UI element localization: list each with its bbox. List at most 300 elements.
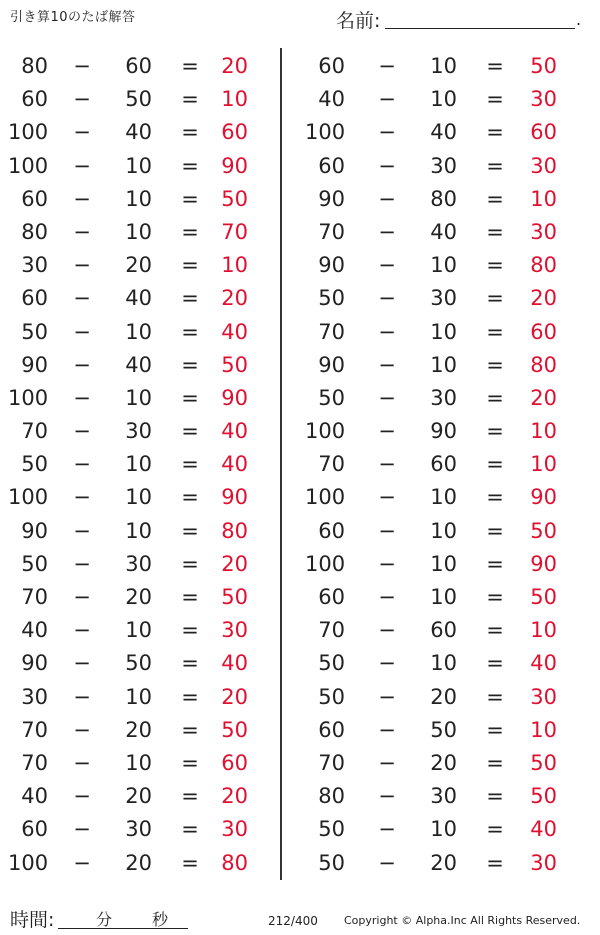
equals-sign: = <box>181 419 199 444</box>
minus-sign: − <box>73 219 91 244</box>
answer: 20 <box>221 286 248 311</box>
equals-sign: = <box>486 385 504 410</box>
minus-sign: − <box>378 385 396 410</box>
subtrahend: 10 <box>430 518 457 543</box>
problem-row <box>0 845 280 878</box>
minus-sign: − <box>378 54 396 78</box>
answer: 10 <box>530 452 557 477</box>
equals-sign: = <box>486 352 504 377</box>
minus-sign: − <box>73 717 91 742</box>
minuend: 60 <box>318 585 345 609</box>
minuend: 100 <box>305 419 346 444</box>
subtrahend: 20 <box>430 850 457 875</box>
problem-row <box>305 845 585 878</box>
answer: 30 <box>530 87 557 112</box>
equals-sign: = <box>486 651 504 676</box>
subtrahend: 30 <box>125 817 152 842</box>
subtrahend: 10 <box>430 352 457 377</box>
minus-sign: − <box>73 419 91 444</box>
minus-sign: − <box>73 518 91 543</box>
minus-sign: − <box>378 784 396 809</box>
problem-row <box>305 811 585 844</box>
problem-row <box>0 446 280 479</box>
minus-sign: − <box>73 784 91 809</box>
problem-row <box>305 214 585 247</box>
equals-sign: = <box>486 186 504 211</box>
minus-sign: − <box>378 618 396 643</box>
minus-sign: − <box>73 153 91 178</box>
answer: 60 <box>530 319 557 344</box>
minus-sign: − <box>378 717 396 742</box>
problem-row <box>305 413 585 446</box>
equals-sign: = <box>181 352 199 377</box>
subtrahend: 60 <box>430 452 457 477</box>
subtrahend: 90 <box>430 419 457 444</box>
answer: 30 <box>221 618 248 643</box>
problem-row <box>0 778 280 811</box>
minuend: 50 <box>318 651 345 676</box>
minus-sign: − <box>73 54 91 78</box>
problem-row <box>305 247 585 280</box>
equals-sign: = <box>181 153 199 178</box>
minus-sign: − <box>378 452 396 477</box>
minuend: 60 <box>21 817 48 842</box>
minuend: 40 <box>21 618 48 643</box>
answer: 50 <box>221 717 248 742</box>
minuend: 100 <box>305 120 346 145</box>
minuend: 80 <box>21 219 48 244</box>
problem-row <box>305 380 585 413</box>
equals-sign: = <box>181 286 199 311</box>
equals-sign: = <box>486 219 504 244</box>
equals-sign: = <box>486 253 504 278</box>
problem-row <box>0 712 280 745</box>
problem-row <box>0 81 280 114</box>
equals-sign: = <box>486 87 504 112</box>
page-number: 212/400 <box>268 914 318 928</box>
minuend: 90 <box>21 518 48 543</box>
equals-sign: = <box>181 319 199 344</box>
subtrahend: 60 <box>430 618 457 643</box>
minus-sign: − <box>378 219 396 244</box>
minuend: 60 <box>21 186 48 211</box>
copyright-notice: Copyright © Alpha.Inc All Rights Reserved. <box>344 914 581 927</box>
minuend: 50 <box>318 286 345 311</box>
equals-sign: = <box>486 485 504 510</box>
equals-sign: = <box>486 120 504 145</box>
minuend: 100 <box>8 485 49 510</box>
minus-sign: − <box>378 518 396 543</box>
problem-row <box>0 513 280 546</box>
minus-sign: − <box>378 817 396 842</box>
subtrahend: 40 <box>430 219 457 244</box>
problem-row <box>305 479 585 512</box>
subtrahend: 10 <box>125 385 152 410</box>
problem-row <box>305 181 585 214</box>
equals-sign: = <box>486 817 504 842</box>
minuend: 70 <box>21 585 48 609</box>
subtrahend: 10 <box>430 485 457 510</box>
answer: 60 <box>530 120 557 145</box>
answer: 30 <box>530 684 557 709</box>
subtrahend: 10 <box>125 485 152 510</box>
answer: 70 <box>221 219 248 244</box>
equals-sign: = <box>486 286 504 311</box>
subtrahend: 30 <box>125 419 152 444</box>
minuend: 60 <box>318 153 345 178</box>
answer: 10 <box>530 186 557 211</box>
minus-sign: − <box>378 585 396 609</box>
subtrahend: 10 <box>125 153 152 178</box>
minus-sign: − <box>378 684 396 709</box>
minus-sign: − <box>73 750 91 775</box>
minuend: 50 <box>318 817 345 842</box>
answer: 40 <box>221 319 248 344</box>
problem-column-left <box>0 48 280 878</box>
minuend: 70 <box>318 452 345 477</box>
equals-sign: = <box>486 784 504 809</box>
name-field-line[interactable] <box>385 28 575 29</box>
answer: 10 <box>530 717 557 742</box>
problem-row <box>305 712 585 745</box>
equals-sign: = <box>181 452 199 477</box>
subtrahend: 40 <box>125 286 152 311</box>
equals-sign: = <box>486 850 504 875</box>
minuend: 70 <box>21 717 48 742</box>
problem-row <box>305 148 585 181</box>
minus-sign: − <box>378 352 396 377</box>
subtrahend: 20 <box>125 253 152 278</box>
equals-sign: = <box>486 153 504 178</box>
equals-sign: = <box>181 120 199 145</box>
minuend: 50 <box>21 319 48 344</box>
answer: 20 <box>221 684 248 709</box>
minuend: 80 <box>21 54 48 78</box>
minus-sign: − <box>73 651 91 676</box>
minuend: 60 <box>318 717 345 742</box>
subtrahend: 20 <box>125 585 152 609</box>
minus-sign: − <box>73 253 91 278</box>
subtrahend: 10 <box>430 253 457 278</box>
minuend: 50 <box>318 385 345 410</box>
answer: 50 <box>530 784 557 809</box>
answer: 90 <box>221 485 248 510</box>
minuend: 100 <box>305 485 346 510</box>
problem-row <box>305 48 585 81</box>
equals-sign: = <box>181 518 199 543</box>
minus-sign: − <box>73 319 91 344</box>
minuend: 40 <box>318 87 345 112</box>
minus-sign: − <box>378 750 396 775</box>
minus-sign: − <box>73 385 91 410</box>
problem-row <box>0 214 280 247</box>
subtrahend: 50 <box>125 651 152 676</box>
problem-row <box>305 513 585 546</box>
equals-sign: = <box>181 750 199 775</box>
subtrahend: 40 <box>125 120 152 145</box>
answer: 90 <box>530 485 557 510</box>
equals-sign: = <box>486 684 504 709</box>
minus-sign: − <box>73 286 91 311</box>
subtrahend: 10 <box>430 817 457 842</box>
subtrahend: 10 <box>125 452 152 477</box>
answer: 50 <box>221 186 248 211</box>
answer: 90 <box>530 551 557 576</box>
problem-row <box>305 114 585 147</box>
problem-row <box>0 148 280 181</box>
answer: 50 <box>221 352 248 377</box>
minuend: 100 <box>8 120 49 145</box>
problem-row <box>0 645 280 678</box>
minus-sign: − <box>378 850 396 875</box>
answer: 30 <box>530 219 557 244</box>
subtrahend: 10 <box>125 618 152 643</box>
answer: 90 <box>221 385 248 410</box>
problem-row <box>305 314 585 347</box>
answer: 60 <box>221 750 248 775</box>
problem-row <box>305 347 585 380</box>
answer: 20 <box>221 54 248 78</box>
answer: 40 <box>221 452 248 477</box>
answer: 40 <box>530 817 557 842</box>
subtrahend: 40 <box>430 120 457 145</box>
answer: 10 <box>221 87 248 112</box>
equals-sign: = <box>486 717 504 742</box>
equals-sign: = <box>486 551 504 576</box>
problem-row <box>0 811 280 844</box>
equals-sign: = <box>486 452 504 477</box>
problem-row <box>305 645 585 678</box>
minus-sign: − <box>73 684 91 709</box>
answer: 80 <box>221 518 248 543</box>
answer: 30 <box>530 850 557 875</box>
problem-row <box>0 347 280 380</box>
subtrahend: 20 <box>125 717 152 742</box>
minuend: 40 <box>21 784 48 809</box>
minuend: 30 <box>21 684 48 709</box>
problem-row <box>0 314 280 347</box>
minus-sign: − <box>73 452 91 477</box>
problem-row <box>0 413 280 446</box>
answer: 80 <box>530 253 557 278</box>
minus-sign: − <box>378 120 396 145</box>
equals-sign: = <box>486 319 504 344</box>
minuend: 90 <box>21 352 48 377</box>
answer: 80 <box>530 352 557 377</box>
minutes-label: 分 <box>96 910 113 929</box>
subtrahend: 30 <box>430 153 457 178</box>
minuend: 90 <box>318 352 345 377</box>
problem-row <box>0 679 280 712</box>
equals-sign: = <box>181 784 199 809</box>
problem-row <box>305 546 585 579</box>
equals-sign: = <box>181 186 199 211</box>
minuend: 90 <box>21 651 48 676</box>
subtrahend: 10 <box>430 319 457 344</box>
answer: 10 <box>530 419 557 444</box>
problem-row <box>0 479 280 512</box>
answer: 20 <box>530 385 557 410</box>
minus-sign: − <box>73 618 91 643</box>
minuend: 80 <box>318 784 345 809</box>
subtrahend: 30 <box>125 551 152 576</box>
minuend: 100 <box>305 551 346 576</box>
minuend: 70 <box>318 219 345 244</box>
problem-row <box>305 579 585 612</box>
problem-row <box>0 247 280 280</box>
time-label: 時間: <box>10 909 55 931</box>
minus-sign: − <box>378 253 396 278</box>
minuend: 50 <box>318 850 345 875</box>
subtrahend: 10 <box>125 319 152 344</box>
minuend: 30 <box>21 253 48 278</box>
minus-sign: − <box>73 551 91 576</box>
minus-sign: − <box>378 419 396 444</box>
answer: 20 <box>221 784 248 809</box>
minus-sign: − <box>73 352 91 377</box>
minus-sign: − <box>378 651 396 676</box>
seconds-label: 秒 <box>152 910 169 929</box>
minus-sign: − <box>378 319 396 344</box>
answer: 30 <box>221 817 248 842</box>
subtrahend: 20 <box>125 850 152 875</box>
problem-row <box>0 114 280 147</box>
answer: 50 <box>530 54 557 78</box>
problem-row <box>305 679 585 712</box>
column-divider <box>280 48 282 880</box>
subtrahend: 10 <box>430 551 457 576</box>
answer: 50 <box>530 585 557 609</box>
minus-sign: − <box>73 817 91 842</box>
answer: 80 <box>221 850 248 875</box>
minus-sign: − <box>378 153 396 178</box>
answer: 50 <box>221 585 248 609</box>
answer: 30 <box>530 153 557 178</box>
minus-sign: − <box>378 286 396 311</box>
answer: 40 <box>221 419 248 444</box>
subtrahend: 20 <box>430 750 457 775</box>
equals-sign: = <box>486 618 504 643</box>
subtrahend: 50 <box>430 717 457 742</box>
minus-sign: − <box>378 87 396 112</box>
minus-sign: − <box>73 186 91 211</box>
equals-sign: = <box>486 419 504 444</box>
equals-sign: = <box>181 651 199 676</box>
equals-sign: = <box>181 551 199 576</box>
equals-sign: = <box>181 684 199 709</box>
minuend: 70 <box>318 618 345 643</box>
subtrahend: 60 <box>125 54 152 78</box>
subtrahend: 10 <box>125 750 152 775</box>
answer: 10 <box>530 618 557 643</box>
subtrahend: 50 <box>125 87 152 112</box>
equals-sign: = <box>181 87 199 112</box>
minuend: 50 <box>21 551 48 576</box>
problem-row <box>0 579 280 612</box>
problem-row <box>305 778 585 811</box>
subtrahend: 20 <box>430 684 457 709</box>
minus-sign: − <box>73 120 91 145</box>
subtrahend: 10 <box>430 651 457 676</box>
minus-sign: − <box>378 551 396 576</box>
problem-row <box>0 48 280 81</box>
minuend: 50 <box>21 452 48 477</box>
equals-sign: = <box>181 817 199 842</box>
subtrahend: 30 <box>430 784 457 809</box>
minuend: 90 <box>318 186 345 211</box>
minus-sign: − <box>378 485 396 510</box>
subtrahend: 80 <box>430 186 457 211</box>
problem-row <box>0 380 280 413</box>
minus-sign: − <box>73 585 91 609</box>
subtrahend: 10 <box>430 87 457 112</box>
subtrahend: 10 <box>125 518 152 543</box>
problem-row <box>305 81 585 114</box>
answer: 20 <box>221 551 248 576</box>
subtrahend: 10 <box>430 585 457 609</box>
problem-row <box>0 745 280 778</box>
equals-sign: = <box>181 54 199 78</box>
minus-sign: − <box>378 186 396 211</box>
subtrahend: 40 <box>125 352 152 377</box>
equals-sign: = <box>181 618 199 643</box>
equals-sign: = <box>486 54 504 78</box>
minuend: 60 <box>318 54 345 78</box>
equals-sign: = <box>486 750 504 775</box>
answer: 90 <box>221 153 248 178</box>
equals-sign: = <box>181 585 199 609</box>
minuend: 70 <box>318 750 345 775</box>
sheet-title: 引き算10のたば解答 <box>10 10 136 25</box>
minus-sign: − <box>73 485 91 510</box>
problem-row <box>305 612 585 645</box>
answer: 50 <box>530 750 557 775</box>
minuend: 100 <box>8 850 49 875</box>
problem-row <box>0 181 280 214</box>
equals-sign: = <box>181 717 199 742</box>
answer: 10 <box>221 253 248 278</box>
name-label: 名前: <box>336 10 381 32</box>
minus-sign: − <box>73 850 91 875</box>
answer: 40 <box>530 651 557 676</box>
minuend: 50 <box>318 684 345 709</box>
minuend: 60 <box>21 286 48 311</box>
problem-row <box>0 612 280 645</box>
time-field-line[interactable] <box>58 928 188 929</box>
equals-sign: = <box>181 485 199 510</box>
equals-sign: = <box>181 385 199 410</box>
subtrahend: 10 <box>125 219 152 244</box>
subtrahend: 10 <box>125 186 152 211</box>
minuend: 60 <box>318 518 345 543</box>
answer: 40 <box>221 651 248 676</box>
subtrahend: 10 <box>430 54 457 78</box>
answer: 60 <box>221 120 248 145</box>
minuend: 100 <box>8 153 49 178</box>
subtrahend: 30 <box>430 286 457 311</box>
minuend: 70 <box>21 419 48 444</box>
problem-row <box>0 280 280 313</box>
problem-row <box>0 546 280 579</box>
minuend: 70 <box>21 750 48 775</box>
answer: 50 <box>530 518 557 543</box>
problem-row <box>305 280 585 313</box>
answer: 20 <box>530 286 557 311</box>
problem-column-right <box>305 48 585 878</box>
problem-row <box>305 446 585 479</box>
subtrahend: 30 <box>430 385 457 410</box>
subtrahend: 20 <box>125 784 152 809</box>
